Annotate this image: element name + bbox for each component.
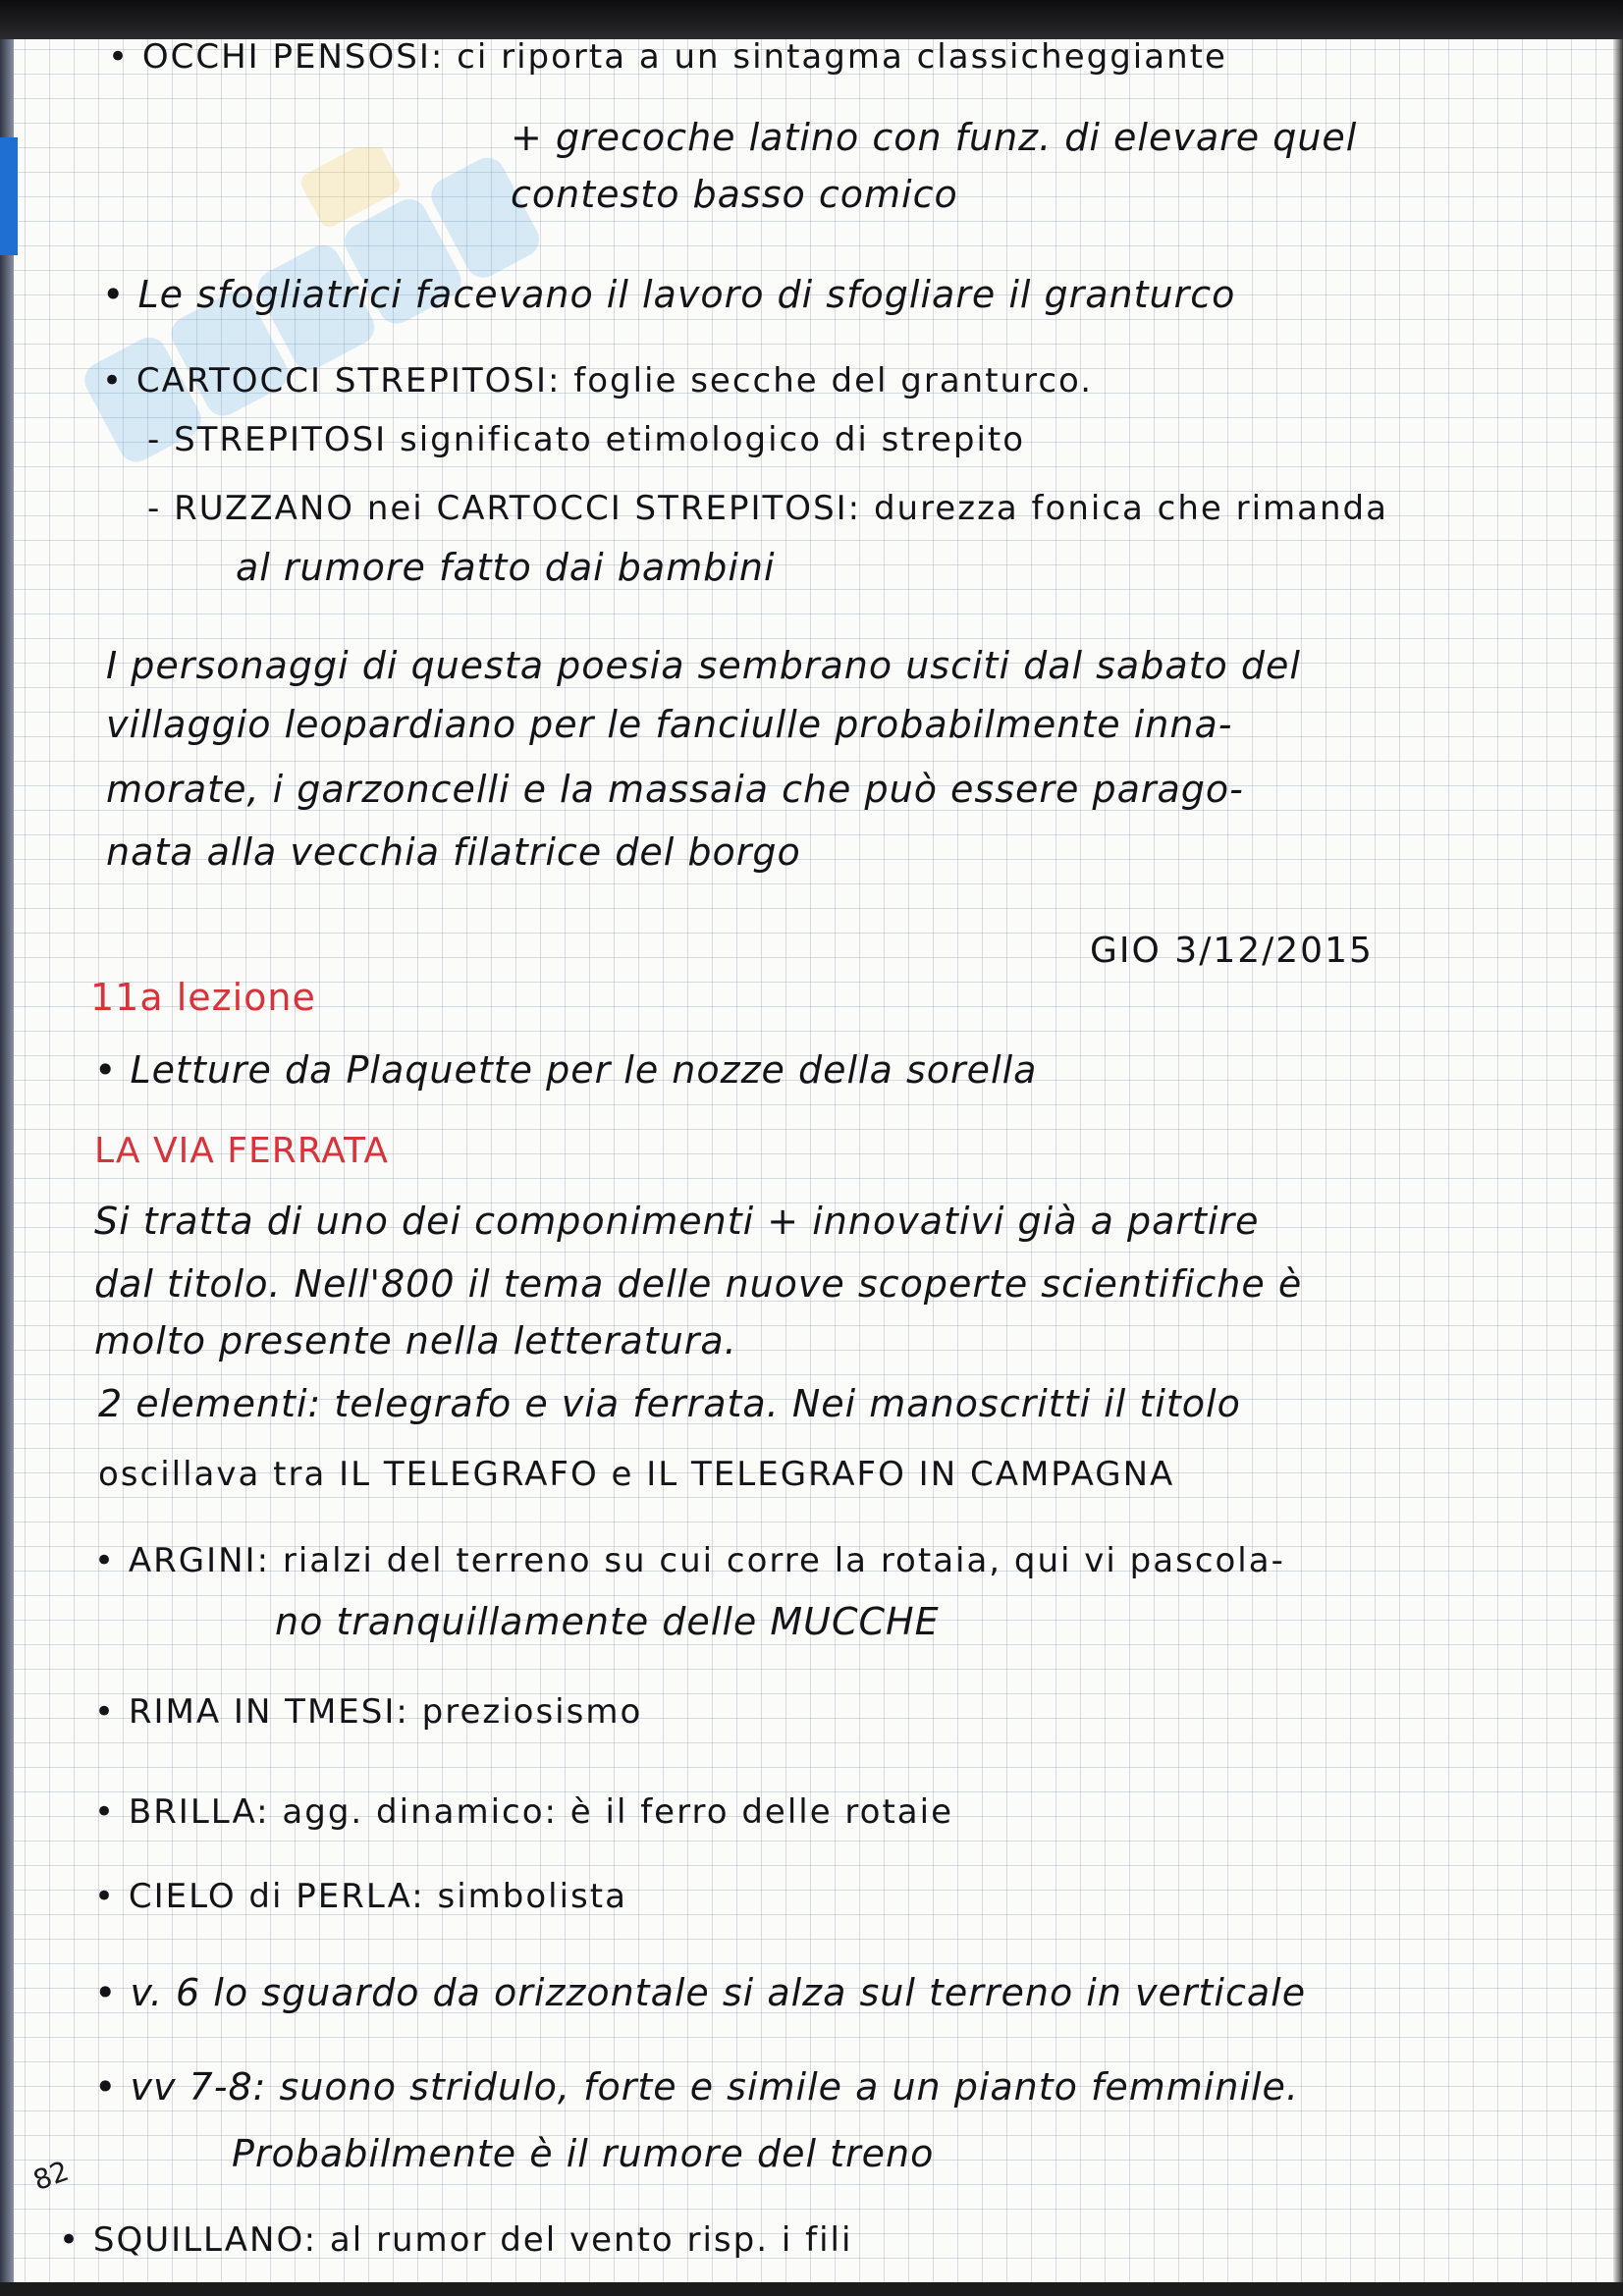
page-number: 82 — [28, 2154, 74, 2198]
note-v6: • v. 6 lo sguardo da orizzontale si alza sul terreno in verticale — [94, 1971, 1307, 2014]
elementi-line-2: oscillava tra IL TELEGRAFO e IL TELEGRAFO IN CAMPAGNA — [98, 1455, 1175, 1494]
note-argini-line-1: • ARGINI: rialzi del terreno su cui corre la rotaia, qui vi pascola- — [94, 1541, 1285, 1580]
note-vv78-line-1: • vv 7-8: suono stridulo, forte e simile a un pianto femminile. — [94, 2065, 1299, 2109]
lesson-date: GIO 3/12/2015 — [1090, 931, 1374, 971]
note-occhi-line-2: + grecoche latino con funz. di elevare quel — [511, 116, 1358, 159]
scan-right-edge — [1613, 39, 1623, 2282]
note-argini-line-2: no tranquillamente delle MUCCHE — [275, 1600, 940, 1643]
binder-tab — [0, 137, 18, 255]
paragraph-line-2: villaggio leopardiano per le fanciulle probabilmente inna- — [106, 703, 1233, 746]
paragraph-line-1: I personaggi di questa poesia sembrano usciti dal sabato del — [106, 644, 1301, 687]
note-lettura: • Letture da Plaquette per le nozze della sorella — [94, 1048, 1038, 1092]
note-occhi-line-1: • OCCHI PENSOSI: ci riporta a un sintagma classicheggiante — [108, 37, 1227, 77]
paragraph-line-3: morate, i garzoncelli e la massaia che può essere parago- — [106, 768, 1244, 811]
via-line-2: dal titolo. Nell'800 il tema delle nuove scoperte scientifiche è — [94, 1262, 1303, 1306]
via-line-3: molto presente nella letteratura. — [94, 1319, 737, 1362]
note-occhi-line-3: contesto basso comico — [511, 173, 958, 216]
note-ruzzano-line-2: al rumore fatto dai bambini — [236, 546, 776, 589]
via-line-1: Si tratta di uno dei componimenti + innovativi già a partire — [94, 1200, 1260, 1243]
scan-top-edge — [0, 0, 1623, 39]
note-cartocci: • CARTOCCI STREPITOSI: foglie secche del granturco. — [102, 361, 1094, 400]
note-ruzzano-line-1: - RUZZANO nei CARTOCCI STREPITOSI: durezza fonica che rimanda — [147, 489, 1388, 528]
note-rima: • RIMA IN TMESI: preziosismo — [94, 1692, 643, 1732]
note-squillano: • SQUILLANO: al rumor del vento risp. i fili — [59, 2220, 853, 2260]
scan-left-edge — [0, 39, 14, 2282]
note-vv78-line-2: Probabilmente è il rumore del treno — [232, 2132, 935, 2175]
note-strepitosi: - STREPITOSI significato etimologico di strepito — [147, 420, 1026, 459]
scan-bottom-edge — [0, 2282, 1623, 2296]
elementi-line-1: 2 elementi: telegrafo e via ferrata. Nei manoscritti il titolo — [98, 1382, 1241, 1425]
note-brilla: • BRILLA: agg. dinamico: è il ferro delle rotaie — [94, 1792, 953, 1832]
paragraph-line-4: nata alla vecchia filatrice del borgo — [106, 830, 801, 874]
lesson-number: 11a lezione — [90, 976, 316, 1019]
section-heading: LA VIA FERRATA — [94, 1131, 389, 1171]
note-sfogliatrici: • Le sfogliatrici facevano il lavoro di sfogliare il granturco — [102, 273, 1236, 316]
note-cielo: • CIELO di PERLA: simbolista — [94, 1877, 627, 1916]
